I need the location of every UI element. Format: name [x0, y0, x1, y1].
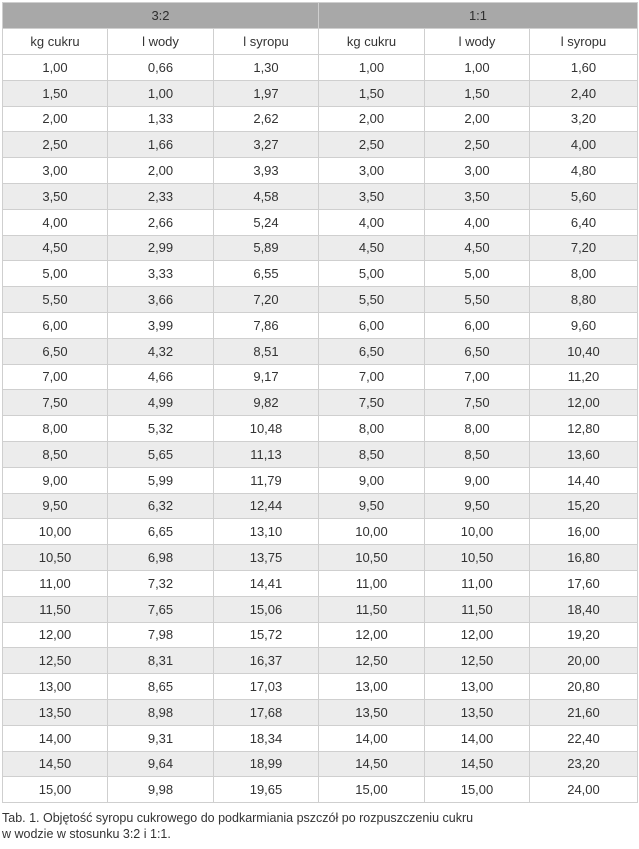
table-cell: 4,80	[530, 158, 638, 184]
table-cell: 10,50	[319, 545, 425, 571]
table-row	[3, 493, 638, 519]
table-cell: 12,50	[425, 648, 530, 674]
table-cell: 20,00	[530, 648, 638, 674]
table-cell: 1,33	[108, 106, 214, 132]
table-cell: 1,50	[425, 80, 530, 106]
table-cell: 10,50	[425, 545, 530, 571]
column-header: l wody	[425, 29, 530, 55]
table-cell: 9,00	[319, 467, 425, 493]
table-cell: 2,66	[108, 209, 214, 235]
table-cell: 23,20	[530, 751, 638, 777]
table-cell: 13,50	[3, 699, 108, 725]
table-row	[3, 467, 638, 493]
table-cell: 4,50	[3, 235, 108, 261]
table-cell: 9,17	[214, 364, 319, 390]
table-cell: 8,80	[530, 287, 638, 313]
table-cell: 24,00	[530, 777, 638, 803]
column-header: l syropu	[214, 29, 319, 55]
table-cell: 15,00	[3, 777, 108, 803]
table-cell: 18,34	[214, 725, 319, 751]
table-cell: 4,00	[3, 209, 108, 235]
table-row	[3, 545, 638, 571]
table-cell: 3,99	[108, 312, 214, 338]
table-cell: 6,40	[530, 209, 638, 235]
table-cell: 2,00	[108, 158, 214, 184]
table-cell: 22,40	[530, 725, 638, 751]
table-cell: 12,50	[319, 648, 425, 674]
table-row	[3, 80, 638, 106]
table-cell: 8,98	[108, 699, 214, 725]
table-cell: 14,40	[530, 467, 638, 493]
table-cell: 1,97	[214, 80, 319, 106]
table-row	[3, 287, 638, 313]
table-cell: 6,65	[108, 519, 214, 545]
table-cell: 3,33	[108, 261, 214, 287]
table-cell: 4,00	[319, 209, 425, 235]
table-cell: 11,50	[3, 596, 108, 622]
table-cell: 6,50	[3, 338, 108, 364]
table-row	[3, 338, 638, 364]
table-cell: 5,65	[108, 441, 214, 467]
table-cell: 1,66	[108, 132, 214, 158]
table-cell: 5,24	[214, 209, 319, 235]
table-cell: 21,60	[530, 699, 638, 725]
table-cell: 3,00	[319, 158, 425, 184]
table-row	[3, 596, 638, 622]
table-cell: 13,10	[214, 519, 319, 545]
table-cell: 19,20	[530, 622, 638, 648]
column-header: l syropu	[530, 29, 638, 55]
table-row	[3, 699, 638, 725]
table-body	[3, 55, 638, 803]
table-cell: 8,51	[214, 338, 319, 364]
table-cell: 5,00	[319, 261, 425, 287]
table-cell: 2,00	[425, 106, 530, 132]
table-cell: 10,50	[3, 545, 108, 571]
table-cell: 7,86	[214, 312, 319, 338]
table-cell: 12,00	[3, 622, 108, 648]
table-cell: 15,20	[530, 493, 638, 519]
table-cell: 14,50	[319, 751, 425, 777]
table-cell: 2,50	[3, 132, 108, 158]
table-cell: 8,31	[108, 648, 214, 674]
table-cell: 8,00	[319, 416, 425, 442]
table-cell: 10,48	[214, 416, 319, 442]
caption-line: Tab. 1. Objętość syropu cukrowego do podkarmiania pszczół po rozpuszczeniu cukru	[2, 811, 474, 825]
table-cell: 3,00	[425, 158, 530, 184]
table-cell: 6,98	[108, 545, 214, 571]
table-row	[3, 390, 638, 416]
table-cell: 12,00	[319, 622, 425, 648]
table-cell: 3,20	[530, 106, 638, 132]
table-cell: 11,13	[214, 441, 319, 467]
table-cell: 1,30	[214, 55, 319, 81]
table-row	[3, 622, 638, 648]
table-row	[3, 519, 638, 545]
table-cell: 7,65	[108, 596, 214, 622]
table-cell: 14,50	[3, 751, 108, 777]
table-cell: 5,32	[108, 416, 214, 442]
table-cell: 13,50	[319, 699, 425, 725]
table-cell: 15,00	[319, 777, 425, 803]
table-row	[3, 235, 638, 261]
table-cell: 11,00	[319, 570, 425, 596]
table-cell: 8,65	[108, 674, 214, 700]
table-cell: 5,00	[3, 261, 108, 287]
table-cell: 14,50	[425, 751, 530, 777]
table-cell: 19,65	[214, 777, 319, 803]
table-cell: 1,60	[530, 55, 638, 81]
table-cell: 4,00	[425, 209, 530, 235]
table-cell: 2,50	[319, 132, 425, 158]
table-cell: 4,50	[319, 235, 425, 261]
table-cell: 9,31	[108, 725, 214, 751]
table-cell: 11,00	[3, 570, 108, 596]
table-cell: 11,50	[425, 596, 530, 622]
table-cell: 2,00	[319, 106, 425, 132]
table-cell: 2,40	[530, 80, 638, 106]
table-cell: 1,00	[319, 55, 425, 81]
table-cell: 16,37	[214, 648, 319, 674]
table-cell: 4,58	[214, 183, 319, 209]
table-cell: 8,00	[530, 261, 638, 287]
table-cell: 8,00	[425, 416, 530, 442]
table-row	[3, 777, 638, 803]
table-cell: 4,32	[108, 338, 214, 364]
table-cell: 6,00	[3, 312, 108, 338]
table-cell: 6,00	[425, 312, 530, 338]
table-cell: 7,20	[530, 235, 638, 261]
table-row	[3, 364, 638, 390]
table-cell: 15,06	[214, 596, 319, 622]
table-cell: 7,00	[3, 364, 108, 390]
table-row	[3, 570, 638, 596]
table-cell: 12,50	[3, 648, 108, 674]
table-cell: 9,00	[425, 467, 530, 493]
table-cell: 5,60	[530, 183, 638, 209]
table-row	[3, 674, 638, 700]
table-cell: 1,50	[319, 80, 425, 106]
table-cell: 13,00	[425, 674, 530, 700]
table-cell: 9,60	[530, 312, 638, 338]
table-cell: 5,50	[3, 287, 108, 313]
table-cell: 1,50	[3, 80, 108, 106]
table-row	[3, 725, 638, 751]
table-cell: 5,99	[108, 467, 214, 493]
table-cell: 3,00	[3, 158, 108, 184]
table-cell: 6,55	[214, 261, 319, 287]
table-cell: 9,50	[425, 493, 530, 519]
table-cell: 9,50	[3, 493, 108, 519]
table-cell: 18,99	[214, 751, 319, 777]
table-cell: 10,40	[530, 338, 638, 364]
table-cell: 3,66	[108, 287, 214, 313]
table-cell: 8,50	[425, 441, 530, 467]
table-row	[3, 158, 638, 184]
table-cell: 3,50	[3, 183, 108, 209]
ratio-header-3-2: 3:2	[3, 3, 319, 29]
table-row	[3, 55, 638, 81]
caption-line: w wodzie w stosunku 3:2 i 1:1.	[2, 827, 171, 841]
table-row	[3, 416, 638, 442]
table-cell: 20,80	[530, 674, 638, 700]
table-cell: 3,27	[214, 132, 319, 158]
table-cell: 13,00	[3, 674, 108, 700]
table-cell: 14,00	[319, 725, 425, 751]
column-header: kg cukru	[3, 29, 108, 55]
table-cell: 10,00	[319, 519, 425, 545]
table-cell: 8,50	[319, 441, 425, 467]
table-cell: 14,00	[425, 725, 530, 751]
table-cell: 9,50	[319, 493, 425, 519]
table-row	[3, 183, 638, 209]
table-cell: 6,50	[425, 338, 530, 364]
table-cell: 7,50	[319, 390, 425, 416]
table-cell: 5,50	[425, 287, 530, 313]
table-cell: 6,50	[319, 338, 425, 364]
table-cell: 2,99	[108, 235, 214, 261]
table-cell: 7,98	[108, 622, 214, 648]
table-cell: 7,00	[319, 364, 425, 390]
table-cell: 13,00	[319, 674, 425, 700]
table-cell: 11,79	[214, 467, 319, 493]
ratio-header-1-1: 1:1	[319, 3, 638, 29]
table-cell: 17,68	[214, 699, 319, 725]
table-cell: 0,66	[108, 55, 214, 81]
table-cell: 12,44	[214, 493, 319, 519]
table-cell: 14,00	[3, 725, 108, 751]
table-cell: 10,00	[3, 519, 108, 545]
table-cell: 7,20	[214, 287, 319, 313]
table-cell: 18,40	[530, 596, 638, 622]
table-cell: 1,00	[425, 55, 530, 81]
table-cell: 12,00	[530, 390, 638, 416]
table-cell: 2,00	[3, 106, 108, 132]
table-row	[3, 751, 638, 777]
table-cell: 5,00	[425, 261, 530, 287]
table-cell: 8,00	[3, 416, 108, 442]
table-cell: 3,50	[319, 183, 425, 209]
table-cell: 6,32	[108, 493, 214, 519]
table-cell: 3,93	[214, 158, 319, 184]
table-cell: 11,00	[425, 570, 530, 596]
table-cell: 2,50	[425, 132, 530, 158]
table-cell: 4,00	[530, 132, 638, 158]
table-cell: 7,00	[425, 364, 530, 390]
table-cell: 2,33	[108, 183, 214, 209]
table-cell: 9,64	[108, 751, 214, 777]
table-cell: 13,60	[530, 441, 638, 467]
table-cell: 12,80	[530, 416, 638, 442]
table-cell: 15,72	[214, 622, 319, 648]
table-cell: 1,00	[108, 80, 214, 106]
table-cell: 5,89	[214, 235, 319, 261]
table-cell: 4,50	[425, 235, 530, 261]
table-row	[3, 648, 638, 674]
table-cell: 6,00	[319, 312, 425, 338]
table-cell: 9,98	[108, 777, 214, 803]
table-cell: 8,50	[3, 441, 108, 467]
table-cell: 7,50	[425, 390, 530, 416]
table-cell: 3,50	[425, 183, 530, 209]
table-cell: 17,60	[530, 570, 638, 596]
table-cell: 2,62	[214, 106, 319, 132]
table-cell: 4,99	[108, 390, 214, 416]
column-header: kg cukru	[319, 29, 425, 55]
table-cell: 16,80	[530, 545, 638, 571]
table-caption	[2, 810, 632, 842]
table-cell: 11,20	[530, 364, 638, 390]
table-row	[3, 106, 638, 132]
table-row	[3, 261, 638, 287]
table-cell: 1,00	[3, 55, 108, 81]
table-cell: 11,50	[319, 596, 425, 622]
table-cell: 12,00	[425, 622, 530, 648]
table-cell: 14,41	[214, 570, 319, 596]
table-cell: 16,00	[530, 519, 638, 545]
table-cell: 13,75	[214, 545, 319, 571]
syrup-table	[2, 2, 638, 803]
table-cell: 17,03	[214, 674, 319, 700]
table-cell: 5,50	[319, 287, 425, 313]
table-cell: 15,00	[425, 777, 530, 803]
table-cell: 7,32	[108, 570, 214, 596]
table-cell: 10,00	[425, 519, 530, 545]
table-cell: 13,50	[425, 699, 530, 725]
table-cell: 7,50	[3, 390, 108, 416]
table-row	[3, 132, 638, 158]
ratio-header-row	[3, 3, 638, 29]
table-row	[3, 209, 638, 235]
column-header: l wody	[108, 29, 214, 55]
table-cell: 9,82	[214, 390, 319, 416]
table-row	[3, 441, 638, 467]
table-cell: 9,00	[3, 467, 108, 493]
table-row	[3, 312, 638, 338]
table-cell: 4,66	[108, 364, 214, 390]
column-header-row	[3, 29, 638, 55]
